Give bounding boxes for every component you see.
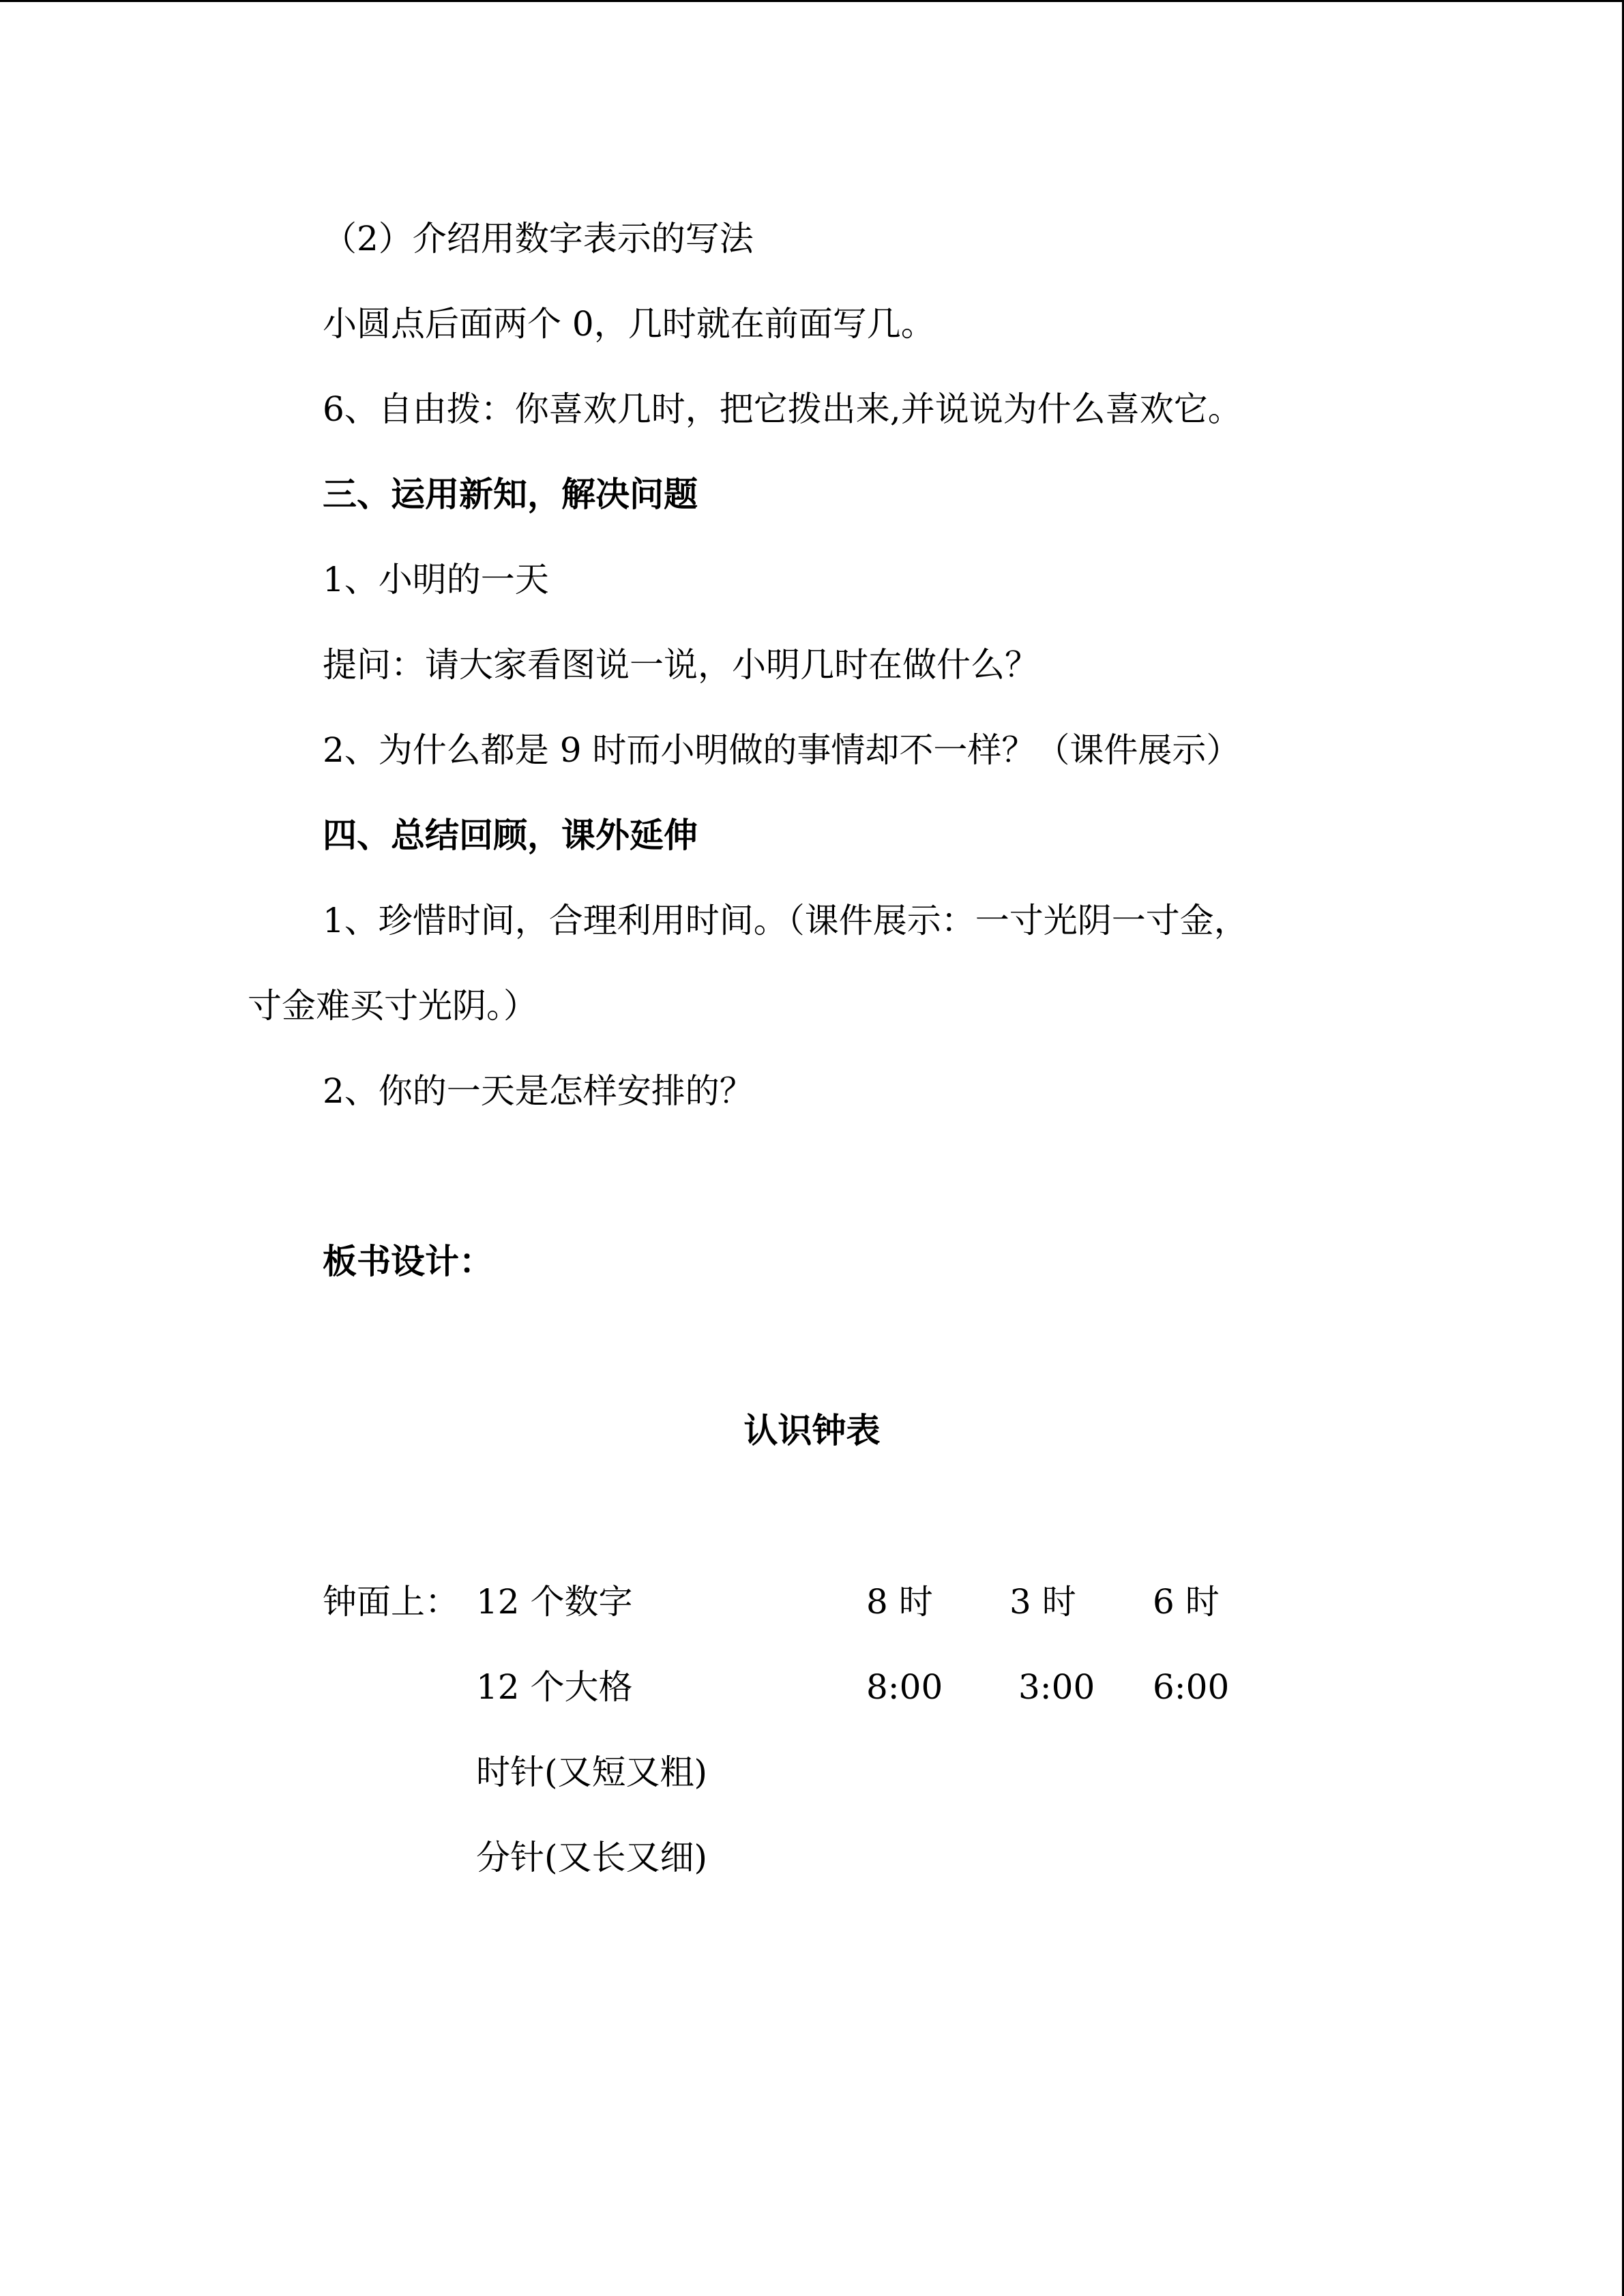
paragraph-line: 寸金难买寸光阴。） bbox=[248, 986, 537, 1026]
time-digits: 8:00 bbox=[866, 1667, 943, 1707]
page-top-border bbox=[0, 0, 1624, 2]
paragraph-line: 小圆点后面两个 0，几时就在前面写几。 bbox=[323, 304, 935, 344]
paragraph-line: 2、你的一天是怎样安排的？ bbox=[323, 1071, 754, 1111]
time-word: 3 时 bbox=[1009, 1582, 1076, 1622]
board-item: 分针(又长又细) bbox=[476, 1838, 708, 1877]
board-design-heading: 板书设计： bbox=[323, 1241, 493, 1281]
clock-face-label: 钟面上： bbox=[323, 1582, 459, 1622]
paragraph-line: （2）介绍用数字表示的写法 bbox=[323, 219, 754, 258]
paragraph-line: 6、自由拨：你喜欢几时，把它拨出来,并说说为什么喜欢它。 bbox=[323, 389, 1242, 429]
time-digits: 3:00 bbox=[1018, 1667, 1095, 1707]
paragraph-line: 1、小明的一天 bbox=[323, 560, 549, 599]
paragraph-line: 2、为什么都是 9 时而小明做的事情却不一样？（课件展示） bbox=[323, 730, 1241, 770]
board-item: 12 个数字 bbox=[476, 1582, 633, 1622]
board-title: 认识钟表 bbox=[743, 1410, 881, 1450]
paragraph-line: 提问：请大家看图说一说，小明几时在做什么？ bbox=[323, 645, 1039, 685]
time-word: 6 时 bbox=[1153, 1582, 1220, 1622]
time-digits: 6:00 bbox=[1153, 1667, 1230, 1707]
time-word: 8 时 bbox=[866, 1582, 933, 1622]
board-item: 时针(又短又粗) bbox=[476, 1753, 708, 1792]
section-heading: 四、总结回顾，课外延伸 bbox=[323, 815, 698, 855]
section-heading: 三、运用新知，解决问题 bbox=[323, 474, 698, 514]
board-item: 12 个大格 bbox=[476, 1667, 633, 1707]
paragraph-line: 1、珍惜时间，合理利用时间。（课件展示：一寸光阴一寸金， bbox=[323, 901, 1248, 940]
